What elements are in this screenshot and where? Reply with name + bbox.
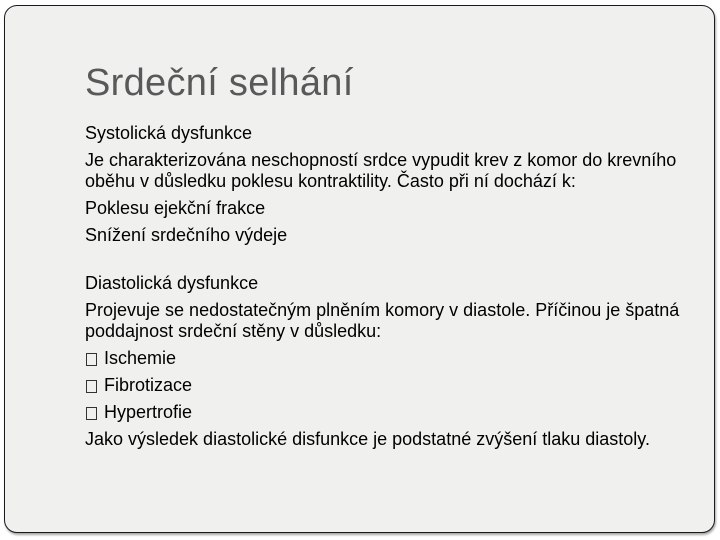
slide-content xyxy=(85,123,697,456)
systolic-item: Poklesu ejekční frakce xyxy=(85,198,266,218)
systolic-item: Snížení srdečního výdeje xyxy=(85,225,288,245)
diastolic-bullet-item xyxy=(85,348,697,369)
section-spacer xyxy=(85,252,697,273)
checkbox-bullet-icon xyxy=(86,380,97,393)
slide-title: Srdeční selhání xyxy=(85,62,354,104)
diastolic-bullet-item xyxy=(85,402,697,423)
diastolic-bullet-label: Hypertrofie xyxy=(104,402,193,422)
diastolic-heading: Diastolická dysfunkce xyxy=(85,273,259,293)
diastolic-bullet-label: Fibrotizace xyxy=(104,375,193,395)
systolic-heading: Systolická dysfunkce xyxy=(85,123,253,143)
systolic-section xyxy=(85,123,697,246)
diastolic-bullet-label: Ischemie xyxy=(104,348,177,368)
diastolic-section xyxy=(85,273,697,450)
diastolic-conclusion: Jako výsledek diastolické disfunkce je podstatné zvýšení tlaku diastoly. xyxy=(85,429,650,449)
slide-frame xyxy=(4,5,715,533)
diastolic-description: Projevuje se nedostatečným plněním komory v diastole. Příčinou je špatná poddajnost srdeční stěny v důsledku: xyxy=(85,300,680,341)
diastolic-bullet-item xyxy=(85,375,697,396)
systolic-description: Je charakterizována neschopností srdce vypudit krev z komor do krevního oběhu v důsledku poklesu kontraktility. Často při ní dochází k: xyxy=(85,150,677,191)
checkbox-bullet-icon xyxy=(86,407,97,420)
checkbox-bullet-icon xyxy=(86,353,97,366)
